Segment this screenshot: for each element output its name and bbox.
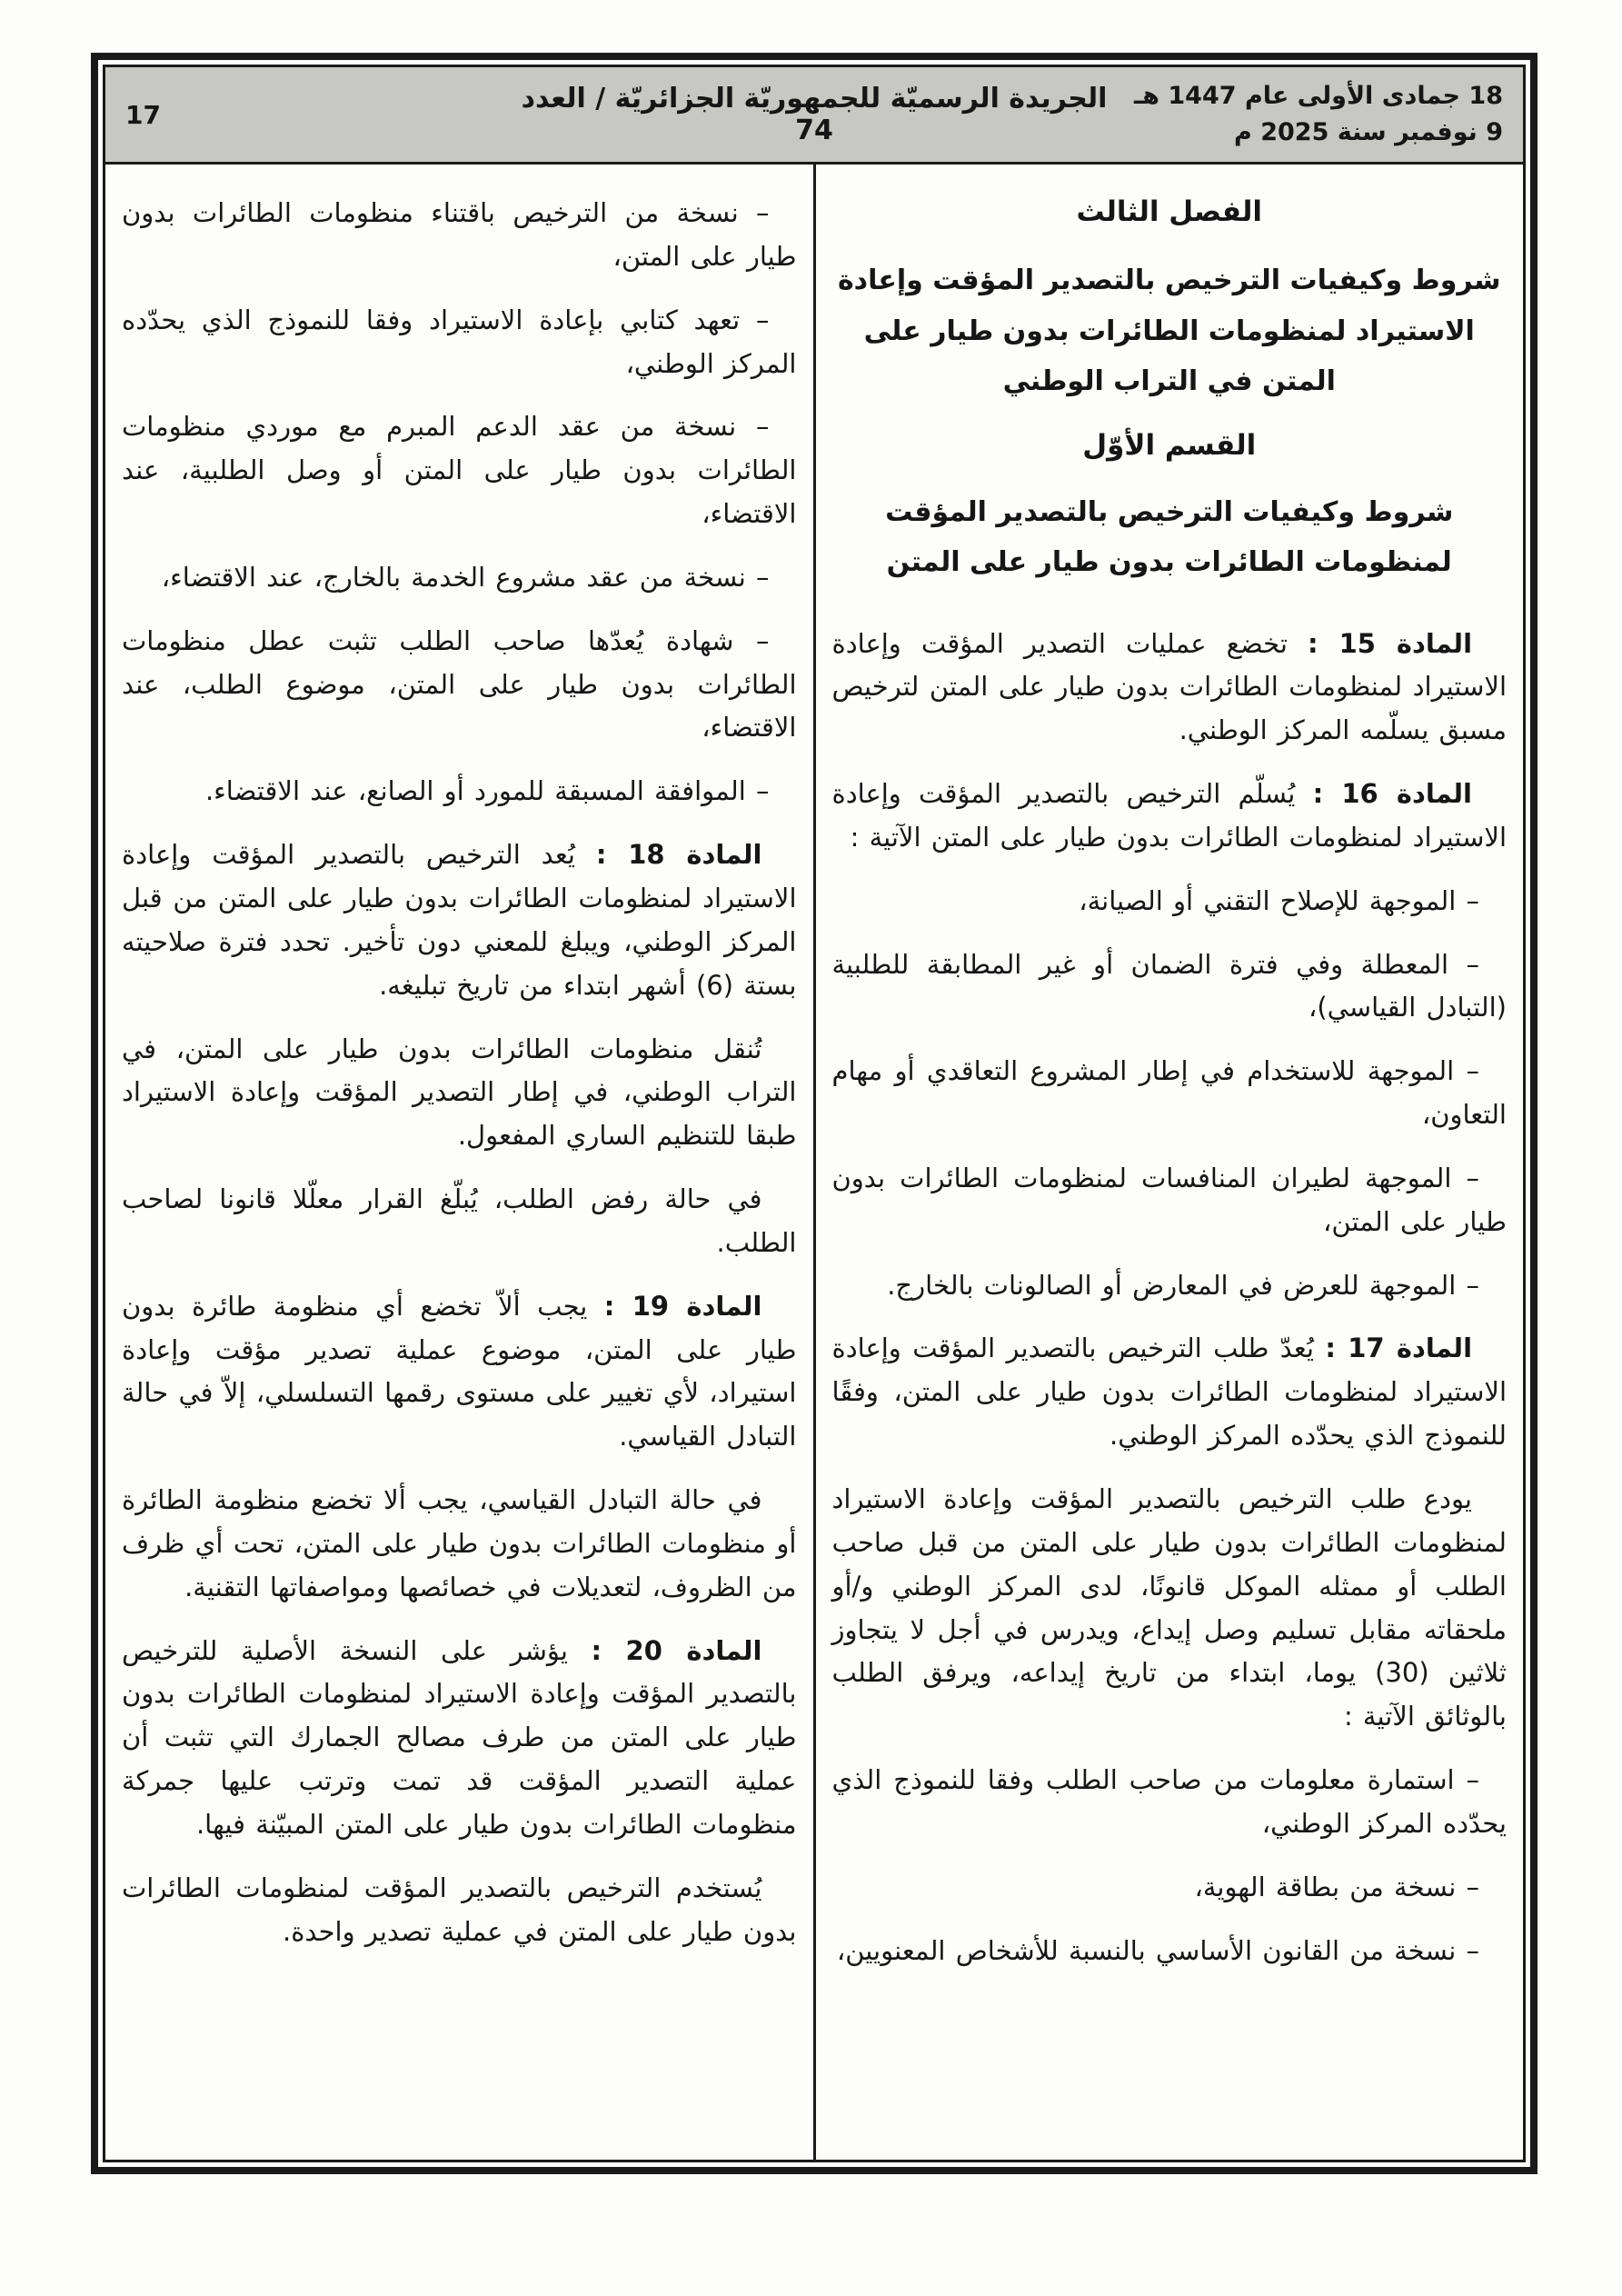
bullet-item: – استمارة معلومات من صاحب الطلب وفقا للنموذج الذي يحدّده المركز الوطني، [831,1764,1507,1839]
content-columns [105,165,1523,2160]
page-number: 17 [125,99,161,130]
bullet-item: – الموجهة لطيران المنافسات لمنظومات الطائرات بدون طيار على المتن، [831,1162,1507,1237]
article-text: يُعدّ طلب الترخيص بالتصدير المؤقت وإعادة الاستيراد لمنظومات الطائرات بدون طيار على المتن، وفقًا للنموذج الذي يحدّده المركز الوطني. [831,1333,1507,1452]
bullet-item: – نسخة من القانون الأساسي بالنسبة للأشخاص المعنويين، [836,1934,1479,1966]
page-header-band [105,67,1523,165]
article-text: تخضع عمليات التصدير المؤقت وإعادة الاستيراد لمنظومات الطائرات بدون طيار على المتن لترخيص مسبق يسلّمه المركز الوطني. [831,627,1507,746]
column-divider [813,165,816,2160]
bullet-item: – الموجهة للعرض في المعارض أو الصالونات بالخارج. [887,1269,1479,1301]
header-date-block [1112,78,1503,152]
article-20-paragraph [122,1630,797,1847]
page-inner-border [103,65,1526,2162]
article-number: المادة 19 : [603,1290,762,1322]
article-number: المادة 18 : [595,839,762,871]
column-primary-right [816,165,1524,2160]
bullet-item: – الموجهة للاستخدام في إطار المشروع التعاقدي أو مهام التعاون، [831,1055,1507,1131]
body-paragraph: في حالة التبادل القياسي، يجب ألا تخضع منظومة الطائرة أو منظومات الطائرات بدون طيار على المتن، تحت أي ظرف من الظروف، لتعديلات في خصائصها ومواصفاتها التقنية. [122,1484,797,1602]
bullet-item: – نسخة من عقد مشروع الخدمة بالخارج، عند الاقتضاء، [161,561,770,593]
article-16-paragraph [832,773,1508,860]
article-17-paragraph [832,1327,1508,1458]
chapter-subheading: شروط وكيفيات الترخيص بالتصدير المؤقت وإعادة الاستيراد لمنظومات الطائرات بدون طيار على المتن في التراب الوطني [837,265,1501,397]
body-paragraph: يُستخدم الترخيص بالتصدير المؤقت لمنظومات الطائرات بدون طيار على المتن في عملية تصدير واحدة. [122,1872,797,1947]
article-number: المادة 16 : [1312,778,1472,810]
page-outer-border [91,53,1537,2174]
article-18-paragraph [122,834,797,1007]
article-text: يُعد الترخيص بالتصدير المؤقت وإعادة الاستيراد لمنظومات الطائرات بدون طيار على المتن من قبل المركز الوطني، ويبلغ للمعني دون تأخير. تحدد فترة صلاحيته بستة (6) أشهر ابتداء من تاريخ تبليغه. [122,839,797,1001]
bullet-item: – الموجهة للإصلاح التقني أو الصيانة، [1079,884,1479,916]
body-paragraph: في حالة رفض الطلب، يُبلّغ القرار معلّلا قانونا لصاحب الطلب. [122,1183,797,1258]
bullet-item: – نسخة من الترخيص باقتناء منظومات الطائرات بدون طيار على المتن، [122,197,797,272]
journal-title: الجريدة الرسميّة للجمهوريّة الجزائريّة / العدد 74 [521,83,1108,146]
article-text: يجب ألاّ تخضع أي منظومة طائرة بدون طيار على المتن، موضوع عملية تصدير مؤقت وإعادة استيراد، لأي تغيير على مستوى رقمها التسلسلي، إلاّ في حالة التبادل القياسي. [122,1290,797,1452]
body-paragraph: يودع طلب الترخيص بالتصدير المؤقت وإعادة الاستيراد لمنظومات الطائرات بدون طيار على المتن من قبل صاحب الطلب أو ممثله الموكل قانونًا، لدى المركز الوطني و/أو ملحقاته مقابل تسليم وصل إيداع، ويدرس في أجل لا يتجاوز ثلاثين (30) يوما، ابتداء من تاريخ إيداعه، ويرفق الطلب بالوثائق الآتية : [831,1483,1507,1732]
bullet-item: – تعهد كتابي بإعادة الاستيراد وفقا للنموذج الذي يحدّده المركز الوطني، [122,304,797,379]
body-paragraph: تُنقل منظومات الطائرات بدون طيار على المتن، في التراب الوطني، في إطار التصدير المؤقت وإعادة الاستيراد طبقا للتنظيم الساري المفعول. [122,1033,797,1152]
article-number: المادة 17 : [1325,1333,1473,1364]
article-text: يُسلّم الترخيص بالتصدير المؤقت وإعادة الاستيراد لمنظومات الطائرات بدون طيار على المتن الآتية : [831,778,1507,853]
bullet-item: – المعطلة وفي فترة الضمان أو غير المطابقة للطلبية (التبادل القياسي)، [831,948,1507,1023]
article-15-paragraph [832,623,1508,754]
bullet-item: – الموافقة المسبقة للمورد أو الصانع، عند الاقتضاء. [204,775,770,807]
article-number: المادة 15 : [1308,627,1473,659]
bullet-item: – شهادة يُعدّها صاحب الطلب تثبت عطل منظومات الطائرات بدون طيار على المتن، موضوع الطلب، عند الاقتضاء، [122,624,797,744]
column-secondary-left [105,165,813,2160]
article-number: المادة 20 : [591,1634,762,1666]
article-19-paragraph [122,1285,797,1459]
chapter-heading: الفصل الثالث [1076,195,1263,228]
header-date-gregorian: 9 نوفمبر سنة 2025 م [1234,118,1503,146]
article-text: يؤشر على النسخة الأصلية للترخيص بالتصدير المؤقت وإعادة الاستيراد لمنظومات الطائرات بدون طيار على المتن من طرف مصالح الجمارك التي تثبت أن عملية التصدير المؤقت قد تمت وترتب عليها جمركة منظومات الطائرات بدون طيار على المتن المبيّنة فيها. [122,1634,797,1840]
bullet-item: – نسخة من بطاقة الهوية، [1194,1871,1479,1902]
header-date-hijri: 18 جمادى الأولى عام 1447 هـ [1134,81,1503,110]
section-heading: القسم الأوّل [1082,428,1257,462]
bullet-item: – نسخة من عقد الدعم المبرم مع موردي منظومات الطائرات بدون طيار على المتن أو وصل الطلبية، عند الاقتضاء، [122,411,797,530]
section-subheading: شروط وكيفيات الترخيص بالتصدير المؤقت لمنظومات الطائرات بدون طيار على المتن [885,495,1454,578]
